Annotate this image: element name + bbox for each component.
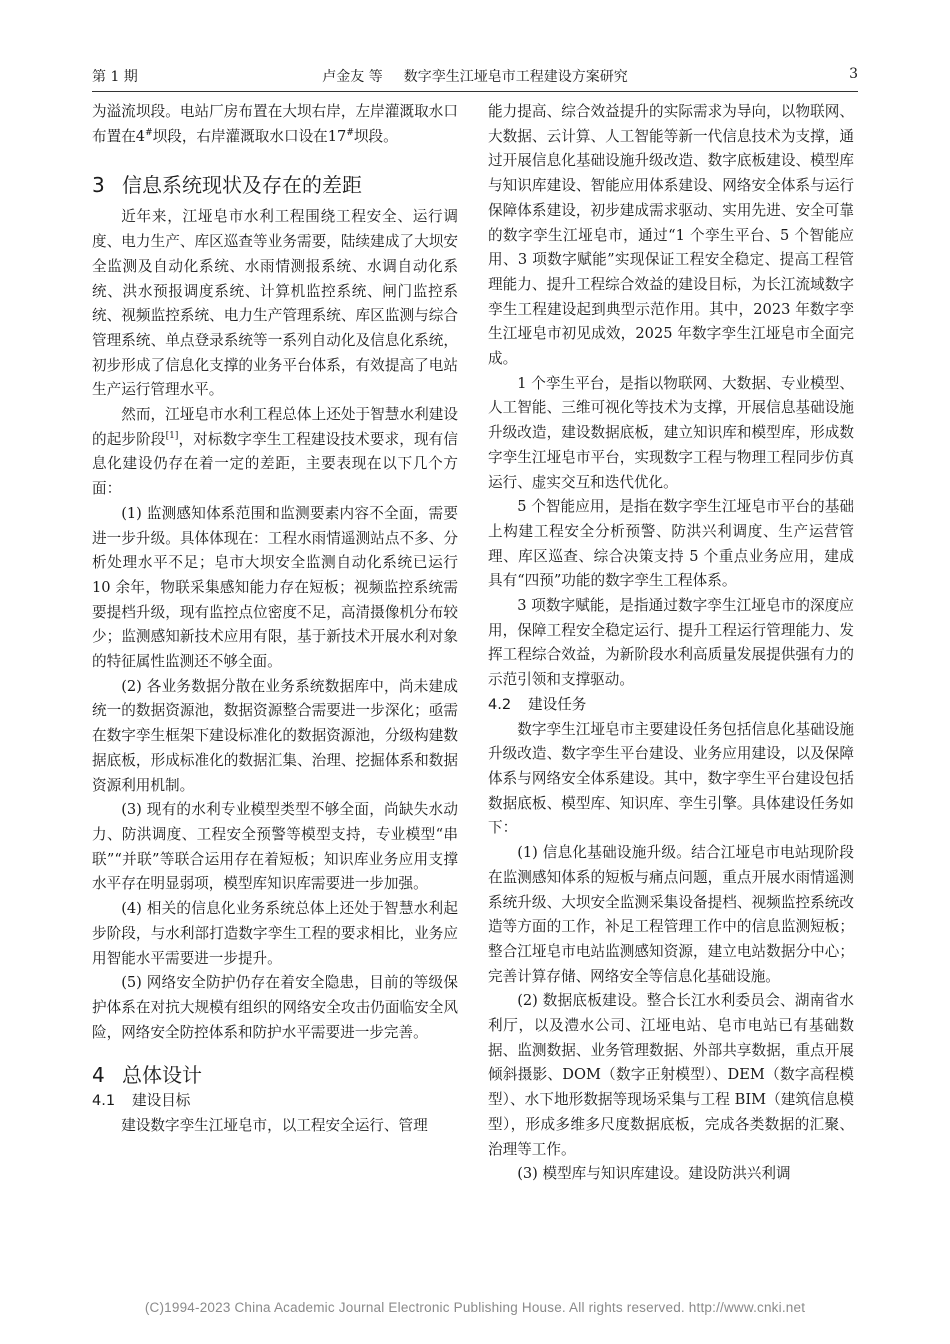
section-4-2-title: 建设任务 [528, 695, 587, 713]
section-3-heading [92, 171, 458, 199]
empower-paragraph: 3 项数字赋能，是指通过数字孪生江垭皂市的深度应用，保障工程安全稳定运行、提升工程运行管理能力、发挥工程综合效益，为新阶段水利高质量发展提供强有力的示范引领和支撑驱动。 [488, 597, 854, 689]
intro-sup-1: # [145, 127, 153, 138]
section-3-paragraph-2 [92, 403, 458, 502]
apps-paragraph: 5 个智能应用，是指在数字孪生江垭皂市平台的基础上构建工程安全分析预警、防洪兴利调度、生产运营管理、库区巡查、综合决策支持 5 个重点业务应用，建成具有“四预”功能的数字孪生工程体系。 [488, 498, 854, 590]
gap-item-2: (2) 各业务数据分散在业务系统数据库中，尚未建成统一的数据资源池，数据资源整合需要进一步深化；亟需在数字孪生框架下建设标准化的数据资源池，分级构建数据底板，形成标准化的数据汇集、治理、挖掘体系和数据资源利用机制。 [92, 677, 458, 794]
gap-item-1: (1) 监测感知体系范围和监测要素内容不全面，需要进一步升级。具体体现在：工程水雨情遥测站点不多、分析处理水平不足；皂市大坝安全监测自动化系统已运行 10 余年，物联采集感知能力存在短板；视频监控系统需要提档升级，现有监控点位密度不足，高清摄像机分布较少；监测感知新技术应用有限，基于新技术开展水利对象的特征属性监测还不够全面。 [92, 504, 458, 671]
task-item-2: (2) 数据底板建设。整合长江水利委员会、湖南省水利厅，以及澧水公司、江垭电站、皂市电站已有基础数据、监测数据、业务管理数据、外部共享数据，重点开展倾斜摄影、DOM（数字正射模型）、DEM（数字高程模型）、水下地形数据等现场采集与工程 BIM（建筑信息模型），形成多维多尺度数据底板，完成各类数据的汇聚、治理等工作。 [488, 992, 854, 1158]
header-rule [92, 91, 858, 92]
header-paper-title: 数字孪生江垭皂市工程建设方案研究 [403, 69, 628, 85]
section-4-1-title: 建设目标 [132, 1092, 191, 1110]
section-4-heading [92, 1061, 458, 1089]
section-4-1-number: 4.1 [92, 1092, 116, 1110]
intro-sup-2: # [346, 127, 354, 138]
task-item-1: (1) 信息化基础设施升级。结合江垭皂市电站现阶段在监测感知体系的短板与痛点问题，重点开展水雨情遥测系统升级、大坝安全监测采集设备提档、视频监控系统改造等方面的工作，补足工程管理工作中的信息监测短板；整合江垭皂市电站监测感知资源，建立电站数据分中心；完善计算存储、网络安全等信息化基础设施。 [488, 844, 854, 985]
intro-text-2: 坝段，右岸灌溉取水口设在17 [152, 127, 347, 145]
citation-ref-1: [1] [165, 430, 179, 441]
gap-item-5: (5) 网络安全防护仍存在着安全隐患，目前的等级保护体系在对抗大规模有组织的网络安全攻击仍面临安全风险，网络安全防控体系和防护水平需要进一步完善。 [92, 974, 458, 1041]
s3-p2-text-b: ，对标数字孪生工程建设技术要求，现有信息化建设仍存在着一定的差距，主要表现在以下几个方面： [92, 430, 458, 498]
running-header [92, 66, 858, 88]
section-3-paragraph-1: 近年来，江垭皂市水利工程围绕工程安全、运行调度、电力生产、库区巡查等业务需要，陆续建成了大坝安全监测及自动化系统、水雨情测报系统、水调自动化系统、洪水预报调度系统、计算机监控系统、闸门监控系统、视频监控系统、电力生产管理系统、库区监测与综合管理系统、单点登录系统等一系列自动化及信息化系统，初步形成了信息化支撑的业务平台体系，有效提高了电站生产运行管理水平。 [92, 208, 458, 399]
running-title [92, 66, 858, 86]
right-column [488, 100, 854, 1187]
section-4-number: 4 [92, 1063, 105, 1088]
section-4-1-heading [92, 1089, 458, 1114]
page-number: 3 [849, 66, 858, 82]
goal-paragraph-continued: 能力提高、综合效益提升的实际需求为导向，以物联网、大数据、云计算、人工智能等新一代信息技术为支撑，通过开展信息化基础设施升级改造、数字底板建设、模型库与知识库建设、智能应用体系建设、网络安全体系与运行保障体系建设，初步建成需求驱动、实用先进、安全可靠的数字孪生江垭皂市，通过“1 个孪生平台、5 个智能应用、3 项数字赋能”实现保证工程安全稳定、提高工程管理能力、提升工程综合效益的建设目标，为长江流域数字孪生工程建设起到典型示范作用。其中，2023 年数字孪生江垭皂市初见成效，2025 年数字孪生江垭皂市全面完成。 [488, 103, 854, 368]
issue-number: 第 1 期 [92, 69, 138, 85]
section-4-1-paragraph-1: 建设数字孪生江垭皂市，以工程安全运行、管理 [121, 1117, 428, 1135]
section-4-2-heading [488, 693, 854, 718]
section-3-number: 3 [92, 173, 105, 198]
section-4-2-paragraph-1: 数字孪生江垭皂市主要建设任务包括信息化基础设施升级改造、数字孪生平台建设、业务应用建设，以及保障体系与网络安全体系建设。其中，数字孪生平台建设包括数据底板、模型库、知识库、孪生引擎。具体建设任务如下： [488, 720, 854, 837]
copyright-footer: (C)1994-2023 China Academic Journal Electronic Publishing House. All rights reserved. http://www.cnki.net [144, 1300, 806, 1315]
intro-text-1: 为溢流坝段。电站厂房布置在大坝右岸，左岸灌溉取水口布置在4 [92, 103, 458, 145]
intro-paragraph [92, 100, 458, 149]
platform-paragraph: 1 个孪生平台，是指以物联网、大数据、专业模型、人工智能、三维可视化等技术为支撑，开展信息基础设施升级改造，建设数据底板，建立知识库和模型库，形成数字孪生江垭皂市平台，实现数字工程与物理工程同步仿真运行、虚实交互和迭代优化。 [488, 374, 854, 491]
left-column [92, 100, 458, 1139]
section-4-2-number: 4.2 [488, 695, 512, 713]
task-item-3: (3) 模型库与知识库建设。建设防洪兴利调 [517, 1165, 791, 1183]
section-4-title: 总体设计 [122, 1063, 202, 1088]
header-authors: 卢金友 等 [322, 69, 383, 85]
s3-p2-text-a: 然而，江垭皂市水利工程总体上还处于智慧水利建设的起步阶段 [92, 406, 458, 448]
intro-text-3: 坝段。 [353, 127, 398, 145]
section-3-title: 信息系统现状及存在的差距 [122, 173, 362, 198]
gap-item-4: (4) 相关的信息化业务系统总体上还处于智慧水利起步阶段，与水利部打造数字孪生工程的要求相比，业务应用智能水平需要进一步提升。 [92, 900, 458, 967]
gap-item-3: (3) 现有的水利专业模型类型不够全面，尚缺失水动力、防洪调度、工程安全预警等模型支持，专业模型“串联”“并联”等联合运用存在着短板；知识库业务应用支撑水平存在明显弱项，模型库知识库需要进一步加强。 [92, 801, 458, 893]
